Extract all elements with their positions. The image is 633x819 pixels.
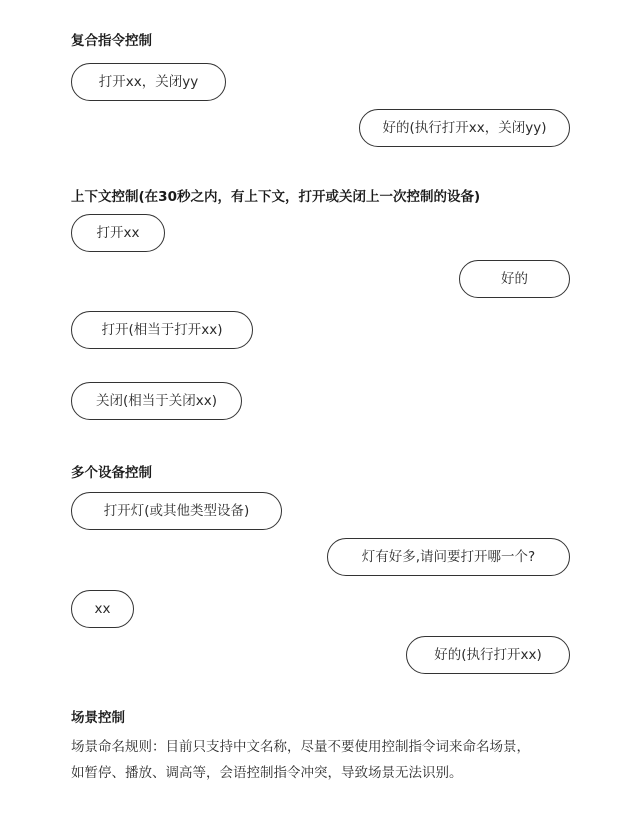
- scene-rule-line-2: 如暂停、播放、调高等，会语控制指令冲突，导致场景无法识别。: [71, 765, 463, 781]
- user-bubble-context-3: 关闭(相当于关闭xx): [71, 382, 242, 420]
- section-heading-multi-device: 多个设备控制: [71, 465, 152, 481]
- user-bubble-multi-device-2: xx: [71, 590, 134, 628]
- reply-bubble-multi-device-1: 灯有好多,请问要打开哪一个?: [327, 538, 570, 576]
- reply-bubble-compound-1: 好的(执行打开xx，关闭yy): [359, 109, 570, 147]
- section-heading-context: 上下文控制(在30秒之内，有上下文，打开或关闭上一次控制的设备): [71, 189, 481, 205]
- section-heading-compound: 复合指令控制: [71, 33, 152, 49]
- user-bubble-context-1: 打开xx: [71, 214, 165, 252]
- section-heading-scene: 场景控制: [71, 710, 125, 726]
- user-bubble-context-2: 打开(相当于打开xx): [71, 311, 253, 349]
- user-bubble-multi-device-1: 打开灯(或其他类型设备): [71, 492, 282, 530]
- reply-bubble-multi-device-2: 好的(执行打开xx): [406, 636, 570, 674]
- user-bubble-compound-1: 打开xx，关闭yy: [71, 63, 226, 101]
- reply-bubble-context-1: 好的: [459, 260, 570, 298]
- scene-rule-line-1: 场景命名规则：目前只支持中文名称，尽量不要使用控制指令词来命名场景，: [71, 739, 530, 755]
